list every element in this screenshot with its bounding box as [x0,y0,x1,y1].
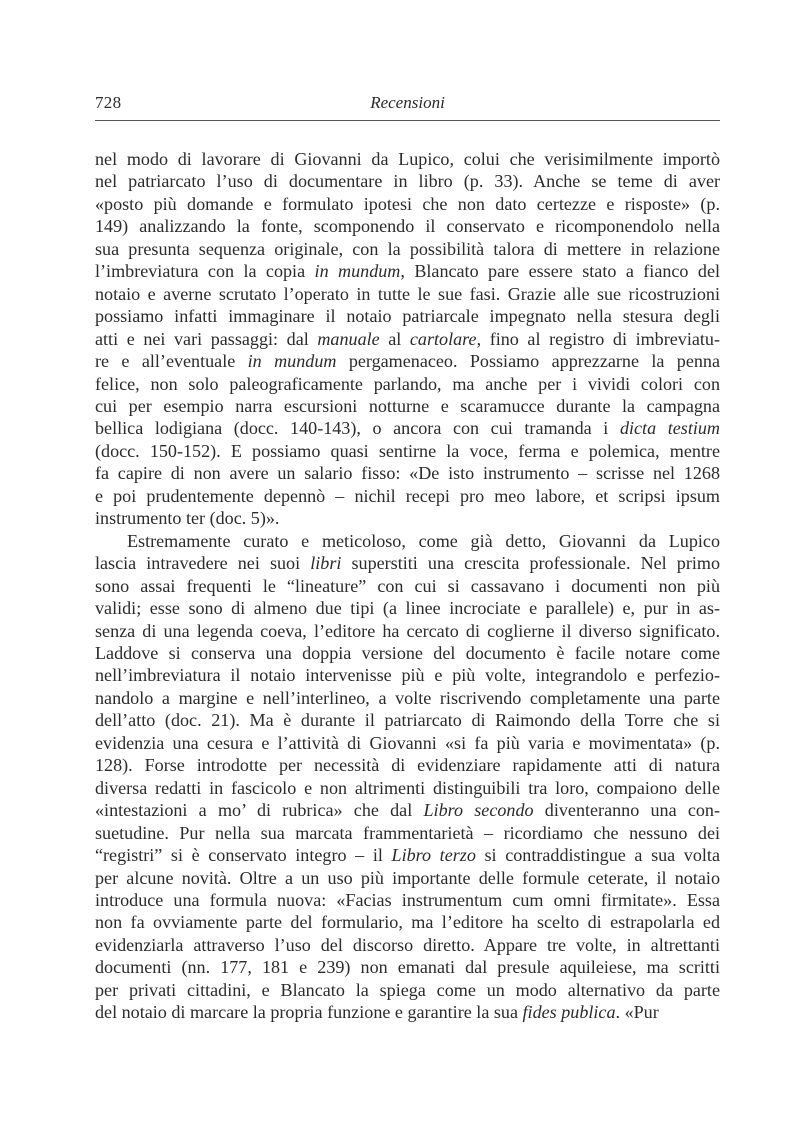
text-segment: Estremamente curato e meticoloso, come già detto, Giovanni da Lupico [127,530,720,551]
text-line [95,507,720,529]
italic-text: in mundum [247,351,337,372]
italic-text: cartolare [409,328,477,349]
text-line [95,777,720,799]
text-segment: evidenzia una cesura e l’attività di Giovanni «si fa più varia e movimentata» (p. [95,732,720,753]
text-segment: dell’atto (doc. 21). Ma è durante il patriarcato di Raimondo della Torre che si [95,710,720,731]
text-line [95,1001,720,1023]
text-segment: instrumento ter (doc. 5)». [95,508,280,529]
text-segment: suetudine. Pur nella sua marcata frammentarietà – ricordiamo che nessuno dei [95,822,720,843]
text-segment: (docc. 150-152). E possiamo quasi sentirne la voce, ferma e polemica, mentre [95,440,720,461]
text-line [95,867,720,889]
text-segment: sua presunta sequenza originale, con la possibilità talora di mettere in relazione [95,238,720,259]
text-line [95,283,720,305]
text-line [95,709,720,731]
text-line [95,193,720,215]
text-segment: e poi prudentemente depennò – nichil recepi pro meo labore, et scripsi ipsum [95,485,720,506]
text-segment: felice, non solo paleograficamente parlando, ma anche per i vividi colori con [95,373,720,394]
text-segment: validi; esse sono di almeno due tipi (a linee incrociate e parallele) e, pur in as- [95,598,720,619]
text-line [95,215,720,237]
text-line [95,597,720,619]
text-segment: , fino al registro di imbreviatu- [476,328,720,349]
text-line [95,238,720,260]
italic-text: dicta testium [619,418,720,439]
text-line [95,373,720,395]
text-line [95,822,720,844]
text-line [95,485,720,507]
text-segment: nell’imbreviatura il notaio intervenisse più e più volte, integrandolo e perfezio- [95,665,720,686]
italic-text: fides publica [522,1002,616,1023]
text-segment: del notaio di marcare la propria funzione e garantire la sua [95,1002,523,1023]
text-segment: possiamo infatti immaginare il notaio patriarcale impegnato nella stesura degli [95,306,720,327]
text-segment: fa capire di non avere un salario fisso: «De isto instrumento – scrisse nel 1268 [95,463,720,484]
text-line [95,530,720,552]
text-line [95,979,720,1001]
text-line [95,934,720,956]
text-segment: non fa ovviamente parte del formulario, ma l’editore ha scelto di estrapolarla ed [95,912,720,933]
text-segment: «posto più domande e formulato ipotesi che non dato certezze e risposte» (p. [95,193,720,214]
text-segment: nel modo di lavorare di Giovanni da Lupico, colui che verisimilmente importò [95,149,720,169]
text-segment: al [379,328,410,349]
text-line [95,350,720,372]
text-line [95,799,720,821]
page-number: 728 [95,93,122,112]
text-segment: evidenziarla attraverso l’uso del discorso diretto. Appare tre volte, in altrettanti [95,934,720,955]
text-line [95,148,720,170]
text-segment: documenti (nn. 177, 181 e 239) non emanati dal presule aquileiese, ma scritti [95,957,720,978]
text-line [95,440,720,462]
text-line [95,328,720,350]
text-line [95,552,720,574]
body-text [95,148,720,1024]
text-segment: Laddove si conserva una doppia versione del documento è facile notare come [95,642,720,663]
text-line [95,260,720,282]
text-segment: senza di una legenda coeva, l’editore ha cercato di coglierne il diverso significato. [95,620,720,641]
running-title: Recensioni [370,93,445,112]
text-line [95,575,720,597]
text-line [95,844,720,866]
text-segment: si contraddistingue a sua volta [475,845,720,866]
text-line [95,620,720,642]
text-segment: sono assai frequenti le “lineature” con cui si cassavano i documenti non più [95,575,720,596]
paragraph [95,148,720,530]
text-segment: re e all’eventuale [95,351,248,372]
text-segment: notaio e averne scrutato l’operato in tutte le sue fasi. Grazie alle sue ricostruzioni [95,283,720,304]
text-segment: l’imbreviatura con la copia [95,261,315,282]
text-line [95,732,720,754]
text-line [95,642,720,664]
italic-text: libri [310,553,342,574]
text-line [95,170,720,192]
text-line [95,664,720,686]
text-segment: “registri” si è conservato integro – il [95,845,392,866]
text-segment: per privati cittadini, e Blancato la spiega come un modo alternativo da parte [95,979,720,1000]
italic-text: Libro terzo [391,845,476,866]
italic-text: manuale [317,328,380,349]
text-line [95,462,720,484]
text-segment: 149) analizzando la fonte, scomponendo il conservato e ricomponendolo nella [95,216,720,237]
text-line [95,395,720,417]
text-segment: «intestazioni a mo’ di rubrica» che dal [95,800,424,821]
text-segment: cui per esempio narra escursioni notturne e scaramucce durante la campagna [95,395,720,416]
text-segment: diventeranno una con- [533,800,720,821]
italic-text: in mundum [314,261,401,282]
text-line [95,889,720,911]
text-segment: . «Pur [615,1002,659,1023]
text-segment: nel patriarcato l’uso di documentare in libro (p. 33). Anche se teme di aver [95,171,720,192]
text-segment: , Blancato pare essere stato a fianco del [400,261,721,282]
text-segment: pergamenaceo. Possiamo apprezzarne la penna [336,351,721,372]
text-segment: diversa redatti in fascicolo e non altrimenti distinguibili tra loro, compaiono delle [95,777,720,798]
text-line [95,417,720,439]
text-segment: nandolo a margine e nell’interlineo, a volte riscrivendo completamente una parte [95,687,720,708]
text-segment: atti e nei vari passaggi: dal [95,328,318,349]
text-segment: superstiti una crescita professionale. Nel primo [341,553,721,574]
running-header [95,93,720,121]
text-line [95,305,720,327]
text-line [95,956,720,978]
text-segment: 128). Forse introdotte per necessità di evidenziare rapidamente atti di natura [95,755,720,776]
text-line [95,911,720,933]
text-segment: lascia intravedere nei suoi [95,553,311,574]
text-segment: per alcune novità. Oltre a un uso più importante delle formule ceterate, il notaio [95,867,720,888]
text-segment: bellica lodigiana (docc. 140-143), o ancora con cui tramanda i [95,418,620,439]
italic-text: Libro secondo [423,800,534,821]
text-segment: introduce una formula nuova: «Facias instrumentum cum omni firmitate». Essa [95,889,720,910]
page [95,93,720,1024]
text-line [95,754,720,776]
text-line [95,687,720,709]
paragraph [95,530,720,1024]
